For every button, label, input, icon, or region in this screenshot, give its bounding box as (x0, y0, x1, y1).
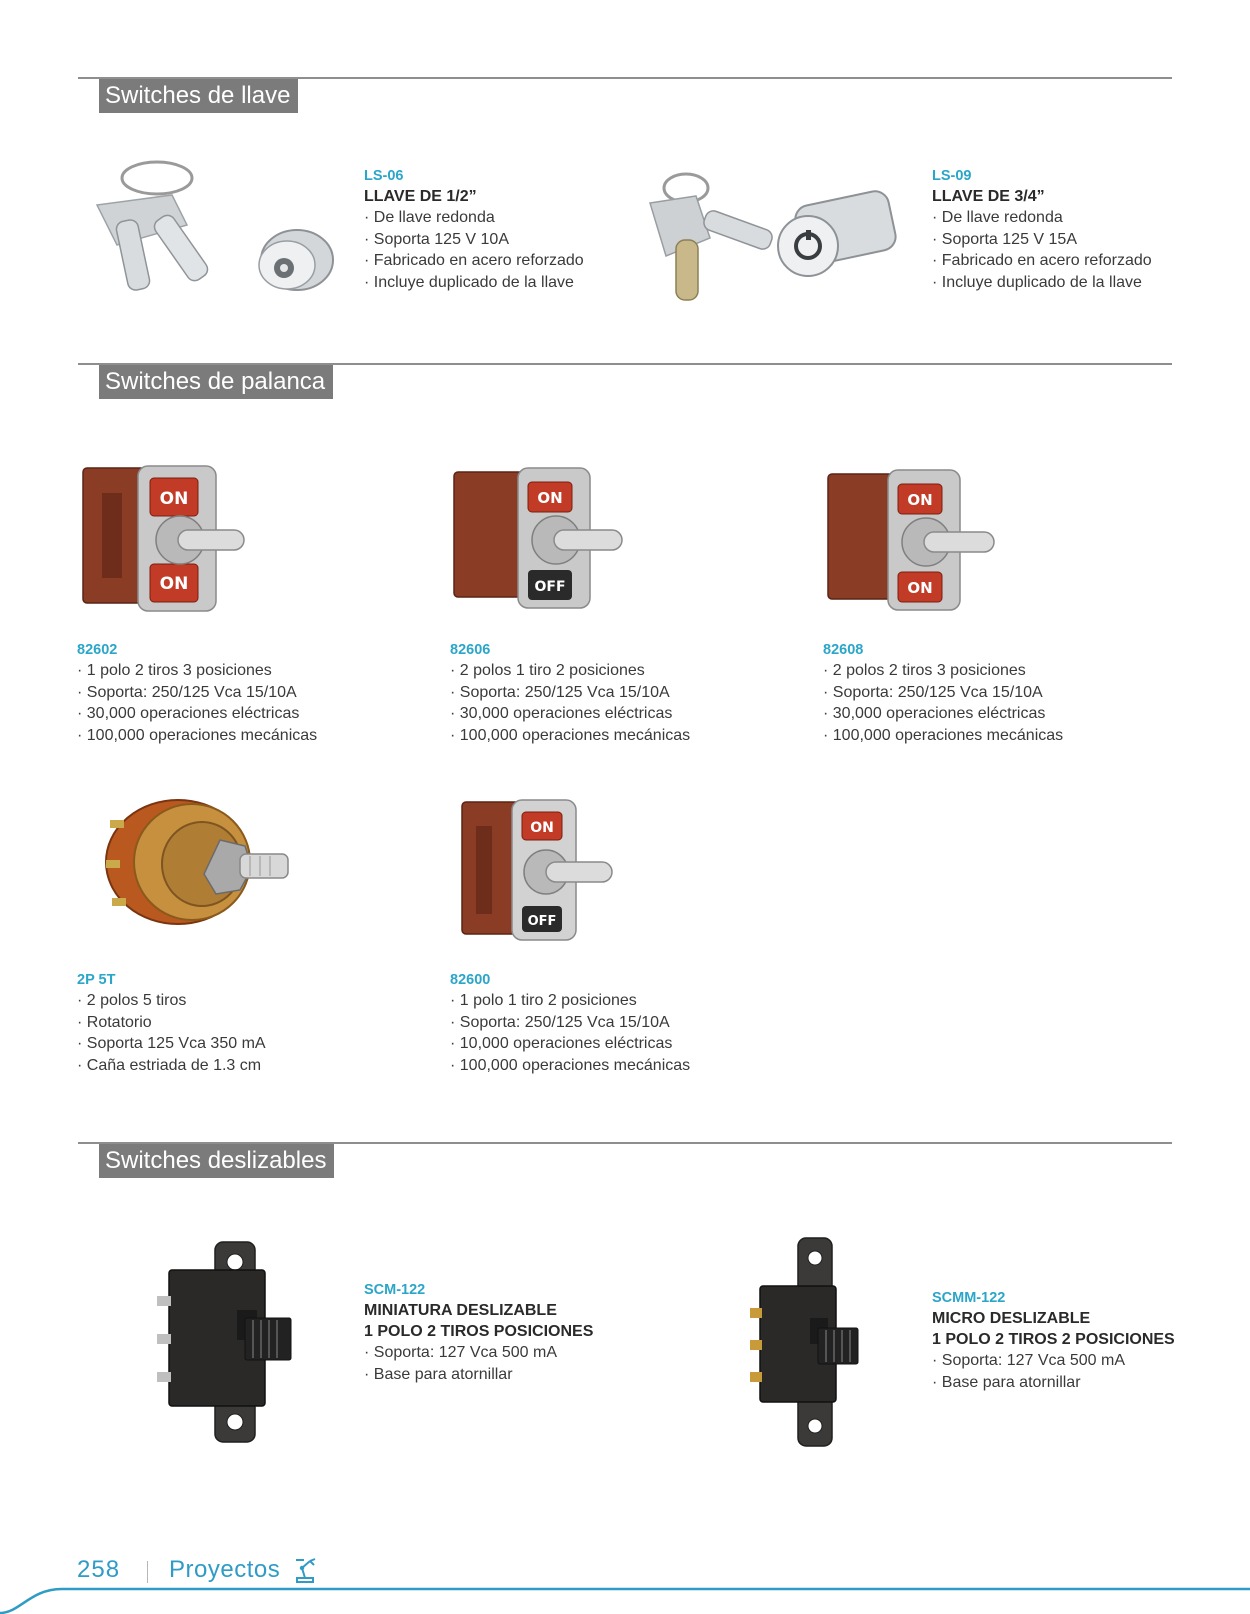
spec-item: · Soporta 125 V 15A (932, 229, 1152, 251)
footer-accent-line (0, 1585, 1250, 1614)
product-name: LLAVE DE 3/4” (932, 188, 1045, 205)
spec-list (823, 660, 1063, 746)
product-code: 82608 (823, 642, 864, 658)
spec-item: · 100,000 operaciones mecánicas (450, 1055, 690, 1077)
product-82608 (823, 640, 1063, 746)
spec-item: · 2 polos 2 tiros 3 posiciones (823, 660, 1063, 682)
product-82606 (450, 640, 690, 746)
label-on: ON (530, 820, 554, 836)
spec-item: · 1 polo 1 tiro 2 posiciones (450, 990, 690, 1012)
product-ls06 (364, 166, 584, 293)
product-scmm122 (932, 1288, 1175, 1393)
spec-item: · 2 polos 1 tiro 2 posiciones (450, 660, 690, 682)
spec-item: · 100,000 operaciones mecánicas (823, 725, 1063, 747)
label-off: OFF (527, 914, 557, 929)
product-code: LS-06 (364, 168, 404, 184)
rotary-switch-2p5t-image (100, 790, 300, 940)
spec-item: · Soporta: 250/125 Vca 15/10A (77, 682, 317, 704)
spec-item: · De llave redonda (932, 207, 1152, 229)
spec-item: · 100,000 operaciones mecánicas (450, 725, 690, 747)
product-82600 (450, 970, 690, 1076)
product-code: 2P 5T (77, 972, 116, 988)
spec-item: · Soporta: 250/125 Vca 15/10A (450, 682, 690, 704)
product-code: 82602 (77, 642, 118, 658)
spec-list (932, 207, 1152, 293)
spec-item: · Soporta 125 V 10A (364, 229, 584, 251)
label-off: OFF (534, 579, 566, 595)
product-code: SCMM-122 (932, 1290, 1006, 1306)
label-on: ON (537, 489, 563, 507)
label-on: ON (159, 489, 189, 509)
page-number: 258 (77, 1556, 121, 1583)
spec-item: · 2 polos 5 tiros (77, 990, 266, 1012)
spec-item: · Rotatorio (77, 1012, 266, 1034)
footer-divider (147, 1561, 148, 1583)
label-on: ON (159, 574, 189, 594)
spec-item: · De llave redonda (364, 207, 584, 229)
spec-item: · Soporta: 127 Vca 500 mA (364, 1342, 593, 1364)
spec-item: · Incluye duplicado de la llave (364, 272, 584, 294)
spec-list (932, 1350, 1175, 1393)
spec-item: · Soporta: 127 Vca 500 mA (932, 1350, 1175, 1372)
spec-list (450, 990, 690, 1076)
spec-item: · Soporta: 250/125 Vca 15/10A (450, 1012, 690, 1034)
toggle-switch-82602-image (80, 458, 250, 618)
spec-item: · Soporta 125 Vca 350 mA (77, 1033, 266, 1055)
spec-item: · Fabricado en acero reforzado (364, 250, 584, 272)
spec-item: · 30,000 operaciones eléctricas (823, 703, 1063, 725)
product-code: SCM-122 (364, 1282, 426, 1298)
product-name: 1 POLO 2 TIROS 2 POSICIONES (932, 1331, 1175, 1348)
spec-list (364, 207, 584, 293)
section-title-palanca: Switches de palanca (99, 365, 333, 399)
product-ls09 (932, 166, 1152, 293)
spec-item: · Soporta: 250/125 Vca 15/10A (823, 682, 1063, 704)
spec-list (450, 660, 690, 746)
toggle-switch-82600-image (458, 796, 618, 946)
label-on: ON (907, 491, 933, 509)
product-2p5t (77, 970, 266, 1076)
slide-switch-scmm122-image (748, 1236, 878, 1450)
spec-item: · 30,000 operaciones eléctricas (77, 703, 317, 725)
product-code: LS-09 (932, 168, 972, 184)
label-on: ON (907, 579, 933, 597)
spec-item: · 100,000 operaciones mecánicas (77, 725, 317, 747)
toggle-switch-82606-image (448, 462, 628, 612)
section-title-deslizables: Switches deslizables (99, 1144, 334, 1178)
spec-list (77, 990, 266, 1076)
spec-item: · 30,000 operaciones eléctricas (450, 703, 690, 725)
product-name: MINIATURA DESLIZABLE (364, 1302, 557, 1319)
spec-item: · Incluye duplicado de la llave (932, 272, 1152, 294)
section-title-llave: Switches de llave (99, 79, 298, 113)
footer-section-label: Proyectos (169, 1556, 281, 1583)
spec-item: · Caña estriada de 1.3 cm (77, 1055, 266, 1077)
spec-item: · Base para atornillar (932, 1372, 1175, 1394)
spec-item: · Base para atornillar (364, 1364, 593, 1386)
spec-item: · 10,000 operaciones eléctricas (450, 1033, 690, 1055)
robot-arm-icon (294, 1556, 318, 1584)
spec-list (364, 1342, 593, 1385)
product-name: 1 POLO 2 TIROS POSICIONES (364, 1323, 594, 1340)
product-82602 (77, 640, 317, 746)
product-name: MICRO DESLIZABLE (932, 1310, 1091, 1327)
toggle-switch-82608-image (822, 464, 1002, 614)
spec-item: · Fabricado en acero reforzado (932, 250, 1152, 272)
product-code: 82600 (450, 972, 491, 988)
key-switch-ls06-image (92, 150, 342, 300)
product-code: 82606 (450, 642, 491, 658)
product-scm122 (364, 1280, 593, 1385)
product-name: LLAVE DE 1/2” (364, 188, 477, 205)
spec-item: · 1 polo 2 tiros 3 posiciones (77, 660, 317, 682)
spec-list (77, 660, 317, 746)
key-switch-ls09-image (648, 168, 908, 308)
slide-switch-scm122-image (155, 1238, 305, 1448)
